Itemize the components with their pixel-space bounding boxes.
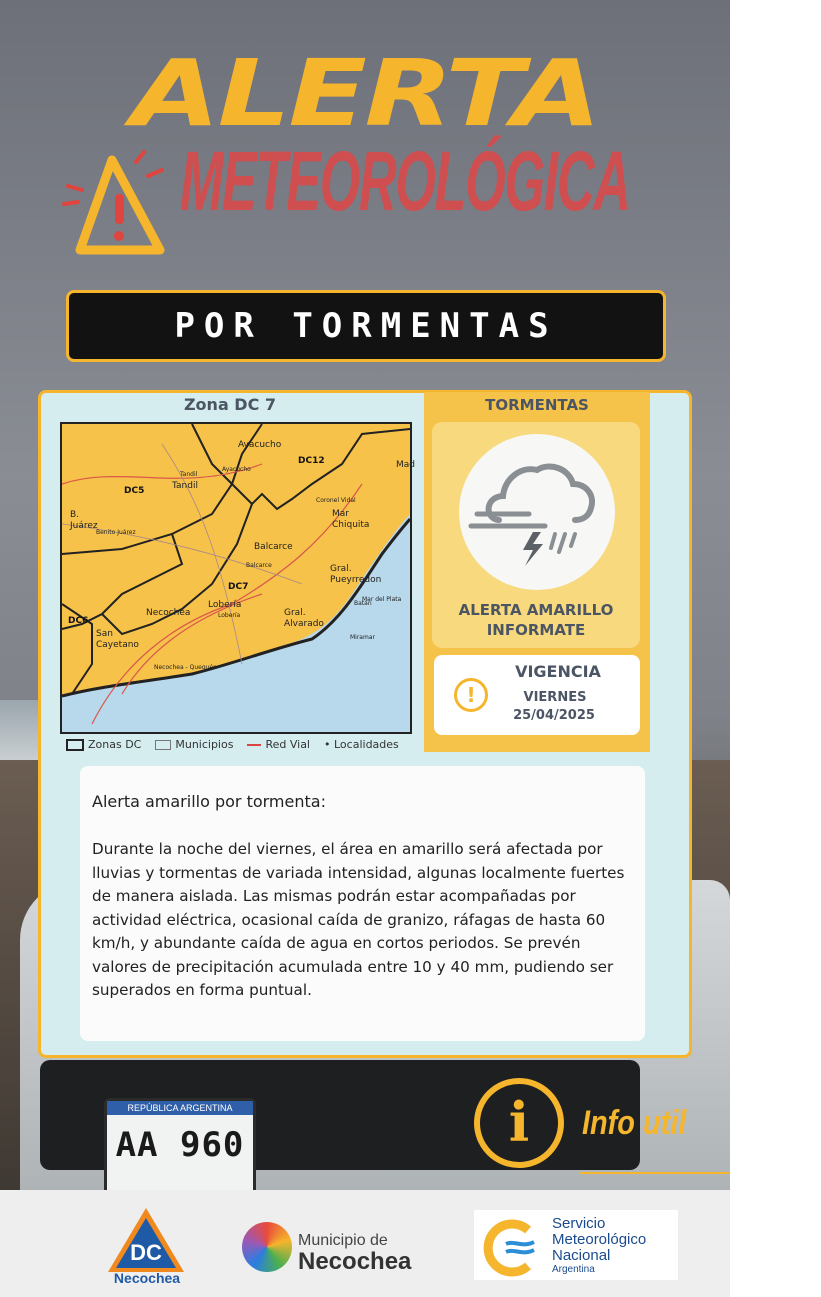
map-label: Lobería (208, 600, 242, 610)
plate-number: AA 960 (115, 1125, 245, 1165)
svg-text:DC: DC (130, 1240, 162, 1265)
legend-localidades: • Localidades (324, 738, 399, 751)
vigencia-day: VIERNES (523, 690, 587, 705)
map-label: DC12 (298, 456, 325, 466)
info-util-link[interactable]: Info util (582, 1104, 687, 1142)
alert-category: TORMENTAS (485, 396, 589, 414)
municipio-label: Municipio de (298, 1232, 388, 1249)
map-label: Necochea - Quequén (154, 664, 217, 671)
license-plate (104, 1098, 256, 1196)
vigencia-date: 25/04/2025 (513, 708, 595, 723)
smn-country: Argentina (552, 1264, 595, 1275)
alert-level: ALERTA AMARILLO INFORMATE (458, 601, 614, 639)
map-label: Tandil (172, 481, 198, 491)
zone-title: Zona DC 7 (183, 395, 277, 414)
map-label: Miramar (350, 634, 375, 641)
map-label: Batán (354, 600, 372, 607)
storm-icon-circle (459, 434, 615, 590)
map-legend (66, 738, 426, 751)
legend-red-vial: Red Vial (247, 738, 310, 751)
map-label: DC7 (228, 582, 249, 592)
plate-country: REPÚBLICA ARGENTINA (107, 1101, 253, 1115)
map-label: DC5 (124, 486, 145, 496)
smn-logo (484, 1220, 540, 1276)
map-label: Mar del Plata (362, 596, 402, 603)
vigencia-label: VIGENCIA (515, 662, 601, 681)
municipio-name: Necochea (298, 1248, 412, 1275)
map-label: Coronel Vidal (316, 497, 356, 504)
zone-map (60, 422, 415, 734)
smn-name: Servicio Meteorológico Nacional (552, 1215, 647, 1264)
map-label: Mad (396, 460, 415, 470)
map-label: Ayacucho (238, 440, 282, 450)
dc-name: Necochea (113, 1270, 181, 1286)
alert-type-banner: POR TORMENTAS (66, 290, 666, 362)
legend-municipios: Municipios (155, 738, 233, 751)
map-label: Benito Juárez (96, 529, 136, 536)
map-label: B. Juárez (70, 510, 98, 531)
map-label: Lobería (218, 612, 241, 619)
title-alerta: ALERTA (131, 40, 599, 147)
map-label: Gral. Alvarado (284, 608, 324, 629)
map-label: DC6 (68, 616, 89, 626)
description-body: Durante la noche del viernes, el área en amarillo será afectada por lluvias y tormentas de variada intensidad, algunas localmente fuertes de manera aislada. Las mismas podrán estar acompañadas por actividad eléctrica, ocasional caída de granizo, ráfagas de hasta 60 km/h, y abundante caída de agua en cortos periodos. Se prevén valores de precipitación acumulada entre 10 y 40 mm, pudiendo ser superados en forma puntual. (92, 840, 625, 999)
warning-triangle-icon (60, 150, 170, 260)
municipio-logo (242, 1222, 292, 1272)
map-label: Ayacucho (222, 466, 251, 473)
map-label: Gral. Pueyrredon (330, 564, 382, 585)
info-underline (580, 1172, 730, 1174)
legend-zonas: Zonas DC (66, 738, 141, 751)
map-label: San Cayetano (96, 629, 139, 650)
title-meteorologica: METEOROLÓGICA (180, 134, 630, 228)
description-heading: Alerta amarillo por tormenta: (92, 792, 326, 811)
map-label: Balcarce (246, 562, 272, 569)
map-label: Mar Chiquita (332, 509, 370, 530)
map-label: Necochea (146, 608, 191, 618)
map-label: Tandil (180, 471, 198, 478)
storm-cloud-icon (459, 434, 615, 590)
map-label: Balcarce (254, 542, 293, 552)
exclamation-icon: ! (454, 678, 488, 712)
info-icon[interactable]: i (474, 1078, 564, 1168)
